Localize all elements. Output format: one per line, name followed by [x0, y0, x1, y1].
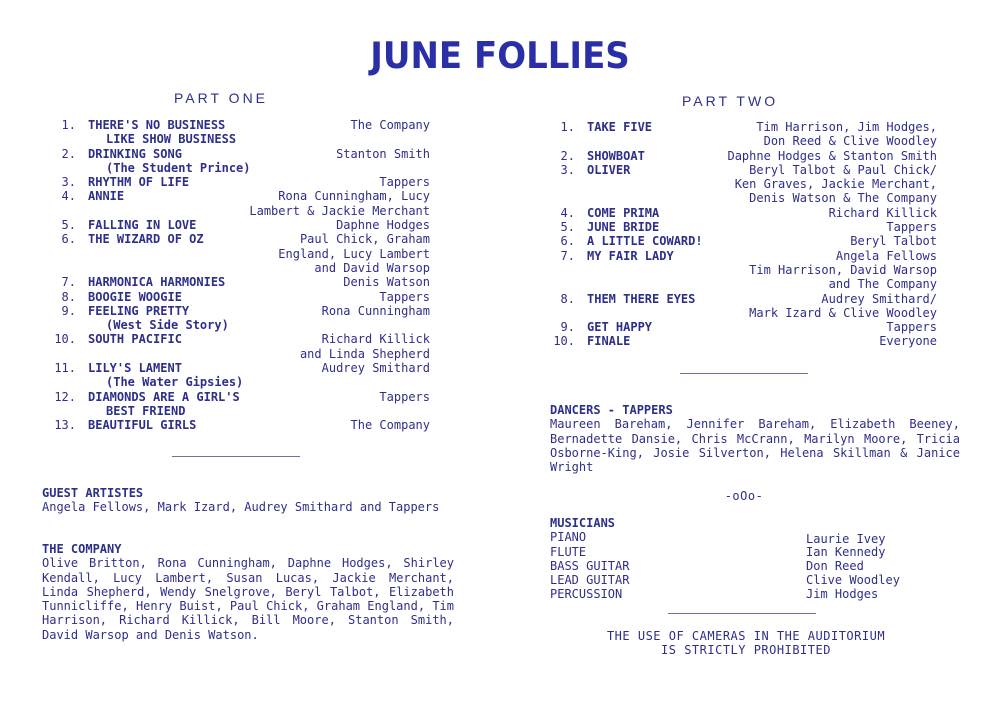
item-subtitle: (The Water Gipsies): [106, 375, 244, 390]
item-number: 10.: [54, 332, 76, 347]
item-performers: Audrey Smithard: [321, 361, 430, 376]
item-performers: Stanton Smith: [336, 146, 430, 161]
musician-instrument: PERCUSSION: [550, 587, 623, 602]
separator: -oOo-: [724, 489, 764, 503]
item-performers: Audrey Smithard/ Mark Izard & Clive Woodley: [749, 291, 937, 320]
programme-item: [52, 290, 430, 304]
item-title: SOUTH PACIFIC: [88, 332, 182, 347]
camera-notice-line-1: THE USE OF CAMERAS IN THE AUDITORIUM: [606, 629, 886, 643]
programme-item: [52, 189, 430, 218]
programme-item: [52, 332, 430, 361]
item-performers: Angela Fellows Tim Harrison, David Warsop and The Company: [749, 248, 937, 292]
item-performers: Tappers: [379, 289, 430, 304]
item-subtitle: BEST FRIEND: [106, 403, 186, 418]
item-performers: Rona Cunningham: [321, 303, 430, 318]
item-number: 9.: [560, 320, 575, 335]
programme-item: [551, 149, 937, 163]
programme-item: [551, 120, 937, 149]
musician-row: [550, 545, 950, 559]
item-title: JUNE BRIDE: [587, 220, 660, 235]
company-section: [42, 542, 454, 642]
dancers-heading: DANCERS - TAPPERS: [550, 403, 673, 417]
programme-item: [52, 304, 430, 333]
item-performers: Everyone: [879, 334, 937, 349]
item-performers: Tappers: [379, 175, 430, 190]
item-number: 10.: [553, 334, 575, 349]
programme-item: [551, 249, 937, 292]
musician-row: [550, 587, 950, 601]
item-number: 9.: [61, 303, 76, 318]
bottom-divider: [668, 613, 816, 614]
item-performers: Beryl Talbot & Paul Chick/ Ken Graves, Jackie Merchant, Denis Watson & The Company: [734, 162, 937, 206]
item-number: 6.: [560, 234, 575, 249]
item-title: GET HAPPY: [587, 320, 653, 335]
musician-instrument: FLUTE: [550, 544, 587, 559]
item-number: 11.: [54, 361, 76, 376]
musicians-heading: MUSICIANS: [550, 516, 616, 530]
item-number: 1.: [560, 120, 575, 134]
item-number: 12.: [54, 389, 76, 404]
item-title: DIAMONDS ARE A GIRL'S: [88, 389, 240, 404]
item-number: 4.: [560, 205, 575, 220]
item-performers: Daphne Hodges & Stanton Smith: [727, 148, 937, 163]
item-number: 7.: [61, 275, 76, 290]
left-divider: [172, 456, 300, 457]
item-number: 2.: [560, 148, 575, 163]
item-number: 1.: [61, 118, 76, 132]
item-title: OLIVER: [587, 162, 631, 177]
item-number: 7.: [560, 248, 575, 263]
company-text: Olive Britton, Rona Cunningham, Daphne Hodges, Shirley Kendall, Lucy Lambert, Susan Lucas, Jackie Merchant, Linda Shepherd, Wendy Snelgrove, Beryl Talbot, Elizabeth Tunnicliffe, Henry Buist, Paul Chick, Graham England, Tim Harrison, Richard Killick, Bill Moore, Stanton Smith, David Warsop and Denis Watson.: [42, 556, 454, 642]
item-title: BOOGIE WOOGIE: [88, 289, 182, 304]
musician-name: Jim Hodges: [806, 587, 879, 602]
item-title: SHOWBOAT: [587, 148, 645, 163]
item-subtitle: (West Side Story): [106, 318, 229, 333]
item-title: FALLING IN LOVE: [88, 218, 197, 233]
programme-item: [52, 232, 430, 275]
dancers-section: [550, 403, 960, 474]
dancers-text: Maureen Bareham, Jennifer Bareham, Elizabeth Beeney, Bernadette Dansie, Chris McCrann, Marilyn Moore, Tricia Osborne-King, Josie Silverton, Helena Skillman & Janice Wright: [550, 417, 960, 475]
camera-notice-line-2: IS STRICTLY PROHIBITED: [661, 643, 831, 658]
programme-item: [551, 234, 937, 248]
guest-artistes-heading: GUEST ARTISTES: [42, 486, 144, 500]
musician-row: [550, 559, 950, 573]
item-title: RHYTHM OF LIFE: [88, 175, 190, 190]
page-title: JUNE FOLLIES: [370, 34, 630, 78]
item-title: HARMONICA HARMONIES: [88, 275, 226, 290]
company-heading: THE COMPANY: [42, 542, 122, 556]
item-number: 3.: [560, 162, 575, 177]
musician-name: Don Reed: [806, 558, 864, 573]
item-performers: Beryl Talbot: [850, 234, 937, 249]
musician-row: [550, 530, 950, 547]
item-performers: The Company: [350, 418, 430, 433]
item-performers: Tappers: [886, 220, 937, 235]
musician-name: Clive Woodley: [806, 573, 900, 588]
programme-item: [52, 147, 430, 176]
programme-item: [52, 118, 430, 147]
item-number: 5.: [61, 218, 76, 233]
item-performers: Daphne Hodges: [336, 218, 430, 233]
item-performers: The Company: [350, 118, 430, 132]
item-subtitle: LIKE SHOW BUSINESS: [106, 132, 237, 147]
item-number: 6.: [61, 232, 76, 247]
item-number: 2.: [61, 146, 76, 161]
musician-row: [550, 573, 950, 587]
item-number: 8.: [61, 289, 76, 304]
right-divider: [680, 373, 808, 374]
programme-item: [52, 218, 430, 232]
item-number: 13.: [54, 418, 76, 433]
item-title: BEAUTIFUL GIRLS: [88, 418, 197, 433]
part-two-programme: [551, 120, 937, 349]
musician-instrument: BASS GUITAR: [550, 558, 630, 573]
programme-item: [551, 206, 937, 220]
item-title: THE WIZARD OF OZ: [88, 232, 204, 247]
item-title: THERE'S NO BUSINESS: [88, 118, 226, 132]
item-title: TAKE FIVE: [587, 120, 653, 134]
item-title: THEM THERE EYES: [587, 291, 696, 306]
item-title: FINALE: [587, 334, 631, 349]
item-title: MY FAIR LADY: [587, 248, 674, 263]
item-number: 4.: [61, 189, 76, 204]
programme-item: [52, 361, 430, 390]
musician-instrument: LEAD GUITAR: [550, 573, 630, 588]
item-performers: Tappers: [379, 389, 430, 404]
musician-name: Ian Kennedy: [806, 544, 886, 559]
programme-item: [52, 175, 430, 189]
item-title: COME PRIMA: [587, 205, 660, 220]
programme-item: [551, 320, 937, 334]
item-performers: Tim Harrison, Jim Hodges, Don Reed & Clive Woodley: [756, 120, 937, 149]
part-one-heading: PART ONE: [174, 90, 269, 106]
item-title: A LITTLE COWARD!: [587, 234, 703, 249]
musician-name: Laurie Ivey: [806, 532, 886, 547]
item-number: 3.: [61, 175, 76, 190]
item-performers: Denis Watson: [343, 275, 430, 290]
item-number: 8.: [560, 291, 575, 306]
item-title: ANNIE: [88, 189, 125, 204]
camera-notice: [560, 629, 932, 658]
programme-item: [551, 334, 937, 348]
item-number: 5.: [560, 220, 575, 235]
item-performers: Richard Killick and Linda Shepherd: [299, 332, 430, 361]
item-title: DRINKING SONG: [88, 146, 182, 161]
item-subtitle: (The Student Prince): [106, 160, 251, 175]
programme-item: [52, 418, 430, 432]
guest-artistes-text: Angela Fellows, Mark Izard, Audrey Smithard and Tappers: [42, 500, 440, 515]
item-title: FEELING PRETTY: [88, 303, 190, 318]
programme-item: [52, 390, 430, 419]
part-one-programme: [52, 118, 430, 433]
programme-item: [551, 292, 937, 321]
programme-item: [551, 163, 937, 206]
item-performers: Tappers: [886, 320, 937, 335]
item-performers: Rona Cunningham, Lucy Lambert & Jackie Merchant: [249, 189, 430, 218]
programme-item: [551, 220, 937, 234]
musicians-section: [550, 516, 950, 602]
programme-item: [52, 275, 430, 289]
part-two-heading: PART TWO: [682, 93, 779, 109]
item-performers: Paul Chick, Graham England, Lucy Lambert and David Warsop: [278, 232, 430, 275]
item-title: LILY'S LAMENT: [88, 361, 182, 376]
item-performers: Richard Killick: [828, 205, 937, 220]
guest-artistes-section: [42, 486, 454, 515]
musician-instrument: PIANO: [550, 530, 587, 545]
